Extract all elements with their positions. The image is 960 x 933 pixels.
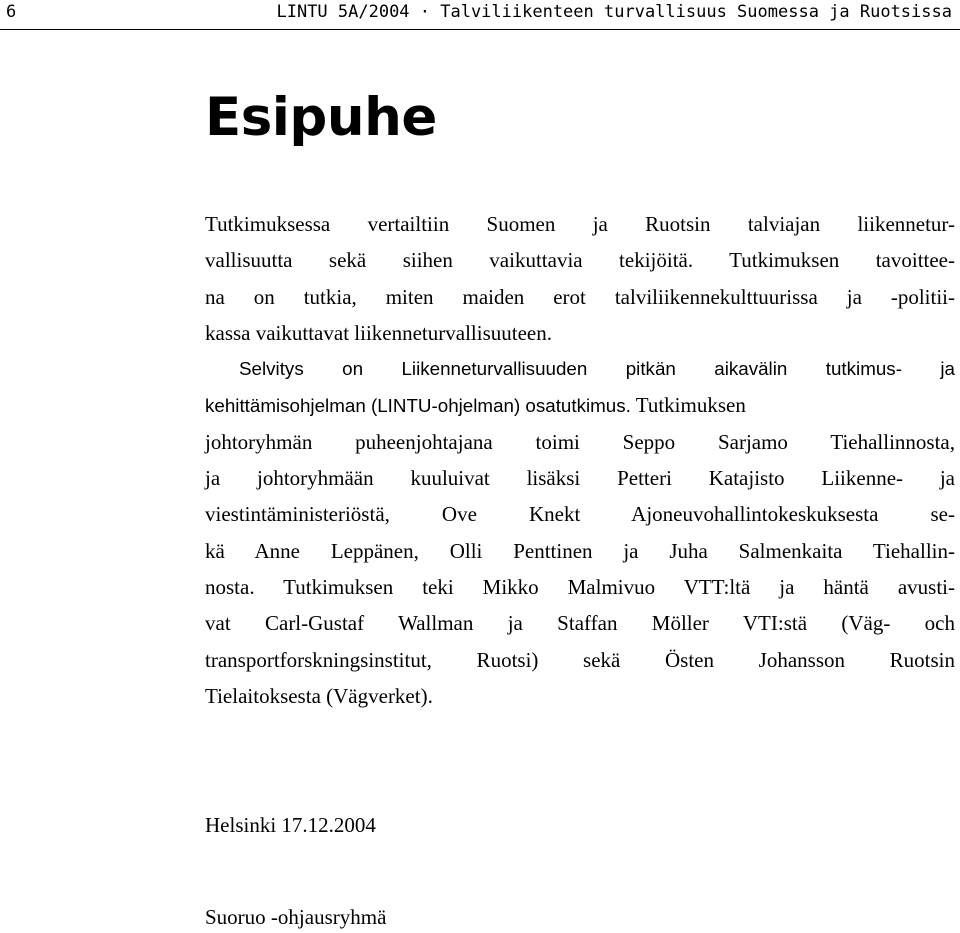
body-line: kä Anne Leppänen, Olli Penttinen ja Juha Salmenkaita Tiehallin-	[205, 538, 955, 563]
body-line-fragment: Tutkimuksen	[630, 393, 746, 418]
page-number: 6	[6, 2, 17, 22]
body-line: vallisuutta sekä siihen vaikuttavia tekijöitä. Tutkimuksen tavoittee-	[205, 248, 955, 273]
header-rule	[0, 29, 960, 30]
body-text	[205, 206, 955, 714]
running-title: LINTU 5A/2004 · Talviliikenteen turvallisuus Suomessa ja Ruotsissa	[276, 2, 952, 22]
body-line: vat Carl-Gustaf Wallman ja Staffan Möller VTI:stä (Väg- och	[205, 611, 955, 636]
body-line: ja johtoryhmään kuuluivat lisäksi Petteri Katajisto Liikenne- ja	[205, 466, 955, 491]
page-title: Esipuhe	[205, 87, 437, 148]
body-line: transportforskningsinstitut, Ruotsi) sekä Östen Johansson Ruotsin	[205, 647, 955, 672]
page-header	[0, 0, 960, 30]
body-line: viestintäministeriöstä, Ove Knekt Ajoneuvohallintokeskuksesta se-	[205, 502, 955, 527]
body-line: na on tutkia, miten maiden erot talviliikennekulttuurissa ja -politii-	[205, 284, 955, 309]
body-line: kassa vaikuttavat liikenneturvallisuuteen.	[205, 320, 552, 345]
body-line-fragment: kehittämisohjelman (LINTU-ohjelman) osatutkimus.	[205, 395, 631, 417]
body-line: nosta. Tutkimuksen teki Mikko Malmivuo VTT:ltä ja häntä avusti-	[205, 574, 955, 599]
place-date: Helsinki 17.12.2004	[205, 813, 376, 837]
signature: Suoruo -ohjausryhmä	[205, 905, 387, 929]
body-line-mixed	[205, 387, 955, 423]
body-line: Tielaitoksesta (Vägverket).	[205, 683, 433, 708]
body-line: Selvitys on Liikenneturvallisuuden pitkän aikavälin tutkimus- ja	[239, 358, 955, 380]
body-line: johtoryhmän puheenjohtajana toimi Seppo Sarjamo Tiehallinnosta,	[205, 429, 955, 454]
body-line: Tutkimuksessa vertailtiin Suomen ja Ruotsin talviajan liikennetur-	[205, 212, 955, 236]
